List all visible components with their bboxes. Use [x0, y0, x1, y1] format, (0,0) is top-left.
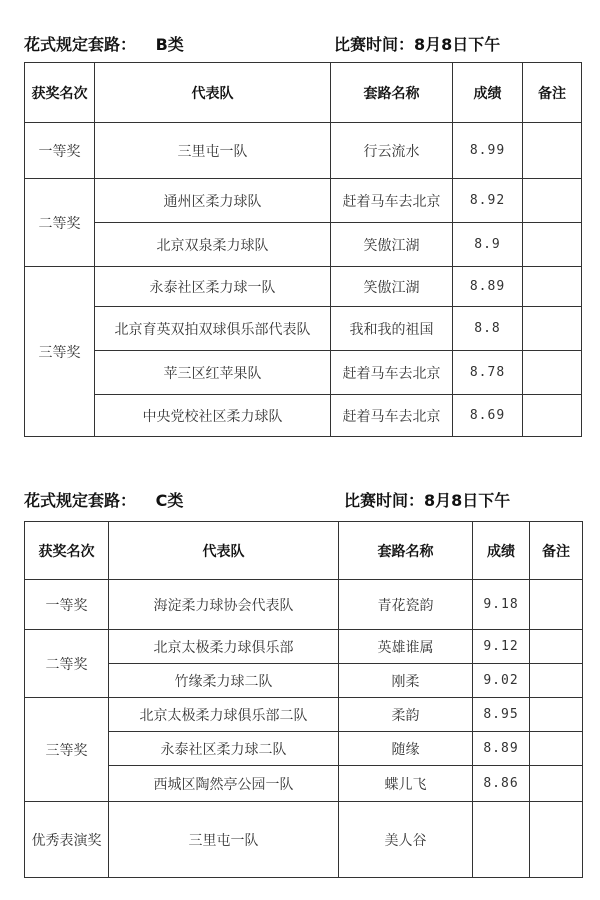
note-cell: [530, 630, 583, 664]
team-cell: 苹三区红苹果队: [95, 351, 331, 395]
routine-cell: 青花瓷韵: [339, 580, 473, 630]
team-cell: 永泰社区柔力球一队: [95, 267, 331, 307]
score-cell: 8.8: [453, 307, 523, 351]
table-row: [25, 223, 582, 267]
team-cell: 北京育英双拍双球俱乐部代表队: [95, 307, 331, 351]
note-cell: [523, 395, 582, 437]
table-row: [25, 630, 583, 664]
award-cell: 一等奖: [25, 123, 95, 179]
score-cell: 9.12: [473, 630, 530, 664]
results-table-b: [24, 62, 582, 437]
score-cell: 8.69: [453, 395, 523, 437]
team-cell: 北京太极柔力球俱乐部二队: [109, 698, 339, 732]
note-cell: [530, 664, 583, 698]
note-cell: [523, 123, 582, 179]
table-row: [25, 179, 582, 223]
team-cell: 北京太极柔力球俱乐部: [109, 630, 339, 664]
header-award: 获奖名次: [25, 522, 109, 580]
team-cell: 通州区柔力球队: [95, 179, 331, 223]
table-row: [25, 307, 582, 351]
award-cell: 三等奖: [25, 267, 95, 437]
note-cell: [523, 223, 582, 267]
routine-cell: 蝶儿飞: [339, 766, 473, 802]
header-score: 成绩: [453, 63, 523, 123]
note-cell: [530, 580, 583, 630]
section-category: B类: [155, 35, 184, 54]
award-cell: 三等奖: [25, 698, 109, 802]
team-cell: 竹缘柔力球二队: [109, 664, 339, 698]
header-note: 备注: [523, 63, 582, 123]
routine-cell: 赶着马车去北京: [331, 395, 453, 437]
section-title: [24, 488, 183, 511]
score-cell: 8.78: [453, 351, 523, 395]
header-award: 获奖名次: [25, 63, 95, 123]
team-cell: 西城区陶然亭公园一队: [109, 766, 339, 802]
table-row: [25, 351, 582, 395]
routine-cell: 柔韵: [339, 698, 473, 732]
team-cell: 永泰社区柔力球二队: [109, 732, 339, 766]
header-routine: 套路名称: [339, 522, 473, 580]
section-title-label: 花式规定套路：: [24, 35, 137, 54]
section-title-label: 花式规定套路：: [24, 491, 137, 510]
team-cell: 三里屯一队: [109, 802, 339, 878]
section-category: C类: [155, 491, 184, 510]
header-routine: 套路名称: [331, 63, 453, 123]
routine-cell: 笑傲江湖: [331, 223, 453, 267]
routine-cell: 我和我的祖国: [331, 307, 453, 351]
header-score: 成绩: [473, 522, 530, 580]
header-note: 备注: [530, 522, 583, 580]
team-cell: 北京双泉柔力球队: [95, 223, 331, 267]
note-cell: [530, 766, 583, 802]
routine-cell: 刚柔: [339, 664, 473, 698]
award-cell: 二等奖: [25, 630, 109, 698]
table-row: [25, 580, 583, 630]
team-cell: 海淀柔力球协会代表队: [109, 580, 339, 630]
section-title: [24, 32, 184, 55]
routine-cell: 赶着马车去北京: [331, 351, 453, 395]
header-team: 代表队: [95, 63, 331, 123]
results-table-c: [24, 521, 583, 878]
team-cell: 三里屯一队: [95, 123, 331, 179]
routine-cell: 赶着马车去北京: [331, 179, 453, 223]
award-cell: 二等奖: [25, 179, 95, 267]
score-cell: 8.89: [473, 732, 530, 766]
note-cell: [523, 267, 582, 307]
score-cell: 8.99: [453, 123, 523, 179]
routine-cell: 美人谷: [339, 802, 473, 878]
score-cell: 8.86: [473, 766, 530, 802]
award-cell: 优秀表演奖: [25, 802, 109, 878]
note-cell: [523, 307, 582, 351]
routine-cell: 随缘: [339, 732, 473, 766]
note-cell: [523, 351, 582, 395]
score-cell: 8.92: [453, 179, 523, 223]
table-row: [25, 766, 583, 802]
routine-cell: 英雄谁属: [339, 630, 473, 664]
table-row: [25, 698, 583, 732]
score-cell: 8.95: [473, 698, 530, 732]
note-cell: [530, 802, 583, 878]
header-team: 代表队: [109, 522, 339, 580]
routine-cell: 行云流水: [331, 123, 453, 179]
section-time: 比赛时间：8月8日下午: [344, 491, 511, 510]
table-row: [25, 802, 583, 878]
team-cell: 中央党校社区柔力球队: [95, 395, 331, 437]
note-cell: [530, 698, 583, 732]
table-row: [25, 267, 582, 307]
table-row: [25, 395, 582, 437]
score-cell: 8.9: [453, 223, 523, 267]
note-cell: [523, 179, 582, 223]
table-row: [25, 123, 582, 179]
section-time: 比赛时间：8月8日下午: [334, 35, 501, 54]
routine-cell: 笑傲江湖: [331, 267, 453, 307]
score-cell: 8.89: [453, 267, 523, 307]
score-cell: 9.02: [473, 664, 530, 698]
table-row: [25, 732, 583, 766]
note-cell: [530, 732, 583, 766]
score-cell: 9.18: [473, 580, 530, 630]
table-row: [25, 664, 583, 698]
award-cell: 一等奖: [25, 580, 109, 630]
score-cell: [473, 802, 530, 878]
